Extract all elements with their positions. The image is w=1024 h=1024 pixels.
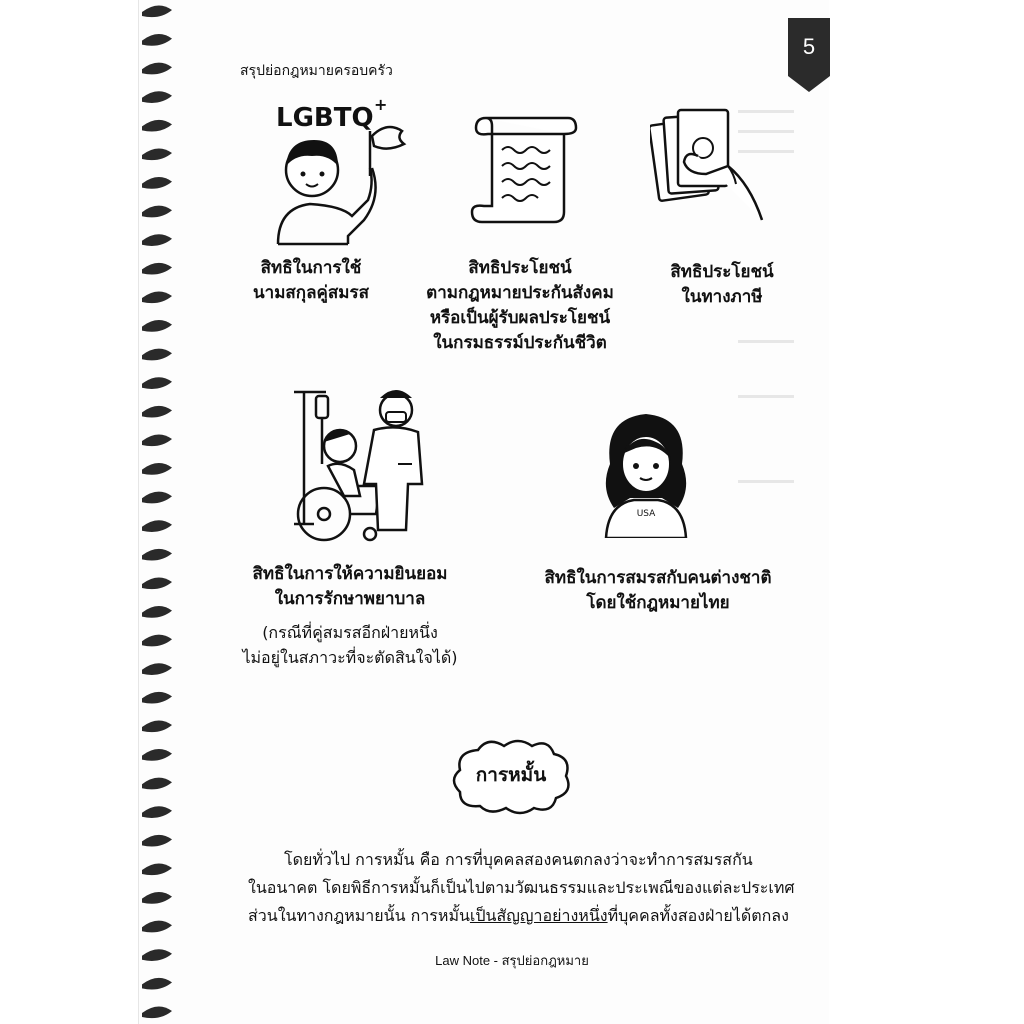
spiral-ring: [142, 921, 172, 933]
spiral-ring: [142, 406, 172, 418]
right-2-caption: สิทธิประโยชน์ ตามกฎหมายประกันสังคม หรือเป็นผู้รับผลประโยชน์ ในกรมธรรม์ประกันชีวิต: [426, 258, 614, 353]
spiral-ring: [142, 463, 172, 475]
spiral-ring: [142, 720, 172, 732]
paragraph-line-1: โดยทั่วไป การหมั้น คือ การที่บุคคลสองคนตกลงว่าจะทำการสมรสกัน: [284, 850, 753, 869]
spiral-ring: [142, 263, 172, 275]
spiral-ring: [142, 892, 172, 904]
svg-text:+: +: [374, 96, 388, 114]
page-header-title: สรุปย่อกฎหมายครอบครัว: [240, 63, 393, 79]
right-4-note: (กรณีที่คู่สมรสอีกฝ่ายหนึ่ง ไม่อยู่ในสภาวะที่จะตัดสินใจได้): [242, 623, 458, 667]
spiral-ring: [142, 806, 172, 818]
spiral-ring: [142, 520, 172, 532]
spiral-binding-icon: [138, 0, 178, 1024]
right-4-caption: สิทธิในการให้ความยินยอม ในการรักษาพยาบาล: [252, 564, 448, 609]
spiral-ring: [142, 778, 172, 790]
hospital-wheelchair-icon: [290, 384, 430, 544]
underlined-phrase: เป็นสัญญาอย่างหนึ่ง: [469, 906, 608, 925]
spiral-ring: [142, 635, 172, 647]
spiral-ring: [142, 349, 172, 361]
spiral-ring: [142, 492, 172, 504]
spiral-ring: [142, 549, 172, 561]
spiral-ring: [142, 377, 172, 389]
paragraph-line-3: ส่วนในทางกฎหมายนั้น การหมั้นเป็นสัญญาอย่างหนึ่งที่บุคคลทั้งสองฝ่ายได้ตกลง: [248, 906, 789, 925]
foreign-spouse-girl-icon: [596, 408, 696, 538]
spiral-ring: [142, 663, 172, 675]
spiral-ring: [142, 835, 172, 847]
money-hand-icon: [650, 104, 770, 224]
paragraph-line-2: ในอนาคต โดยพิธีการหมั้นก็เป็นไปตามวัฒนธรรมและประเพณีของแต่ละประเทศ: [248, 878, 795, 897]
page-footer: Law Note - สรุปย่อกฎหมาย: [435, 953, 589, 968]
spiral-ring: [142, 692, 172, 704]
spiral-ring: [142, 177, 172, 189]
spiral-ring: [142, 577, 172, 589]
spiral-ring: [142, 606, 172, 618]
usa-shirt-text: USA: [636, 509, 656, 519]
page-number: 5: [802, 34, 816, 59]
spiral-ring: [142, 234, 172, 246]
spiral-ring: [142, 63, 172, 75]
spiral-ring: [142, 1006, 172, 1018]
spiral-ring: [142, 91, 172, 103]
right-3-caption: สิทธิประโยชน์ ในทางภาษี: [670, 262, 774, 307]
spiral-ring: [142, 120, 172, 132]
spiral-ring: [142, 434, 172, 446]
spiral-ring: [142, 206, 172, 218]
spiral-ring: [142, 34, 172, 46]
lgbtq-logo-text: LGBTQ: [276, 103, 374, 133]
spiral-ring: [142, 5, 172, 17]
lgbtq-flag-person-icon: [272, 96, 412, 246]
spiral-ring: [142, 749, 172, 761]
spiral-ring: [142, 320, 172, 332]
scroll-document-icon: [468, 112, 578, 230]
spiral-ring: [142, 863, 172, 875]
spiral-ring: [142, 291, 172, 303]
spiral-ring: [142, 978, 172, 990]
spiral-ring: [142, 148, 172, 160]
right-1-caption: สิทธิในการใช้ นามสกุลคู่สมรส: [253, 258, 369, 303]
right-5-caption: สิทธิในการสมรสกับคนต่างชาติ โดยใช้กฎหมายไทย: [544, 568, 772, 613]
section-heading: การหมั้น: [475, 764, 547, 786]
